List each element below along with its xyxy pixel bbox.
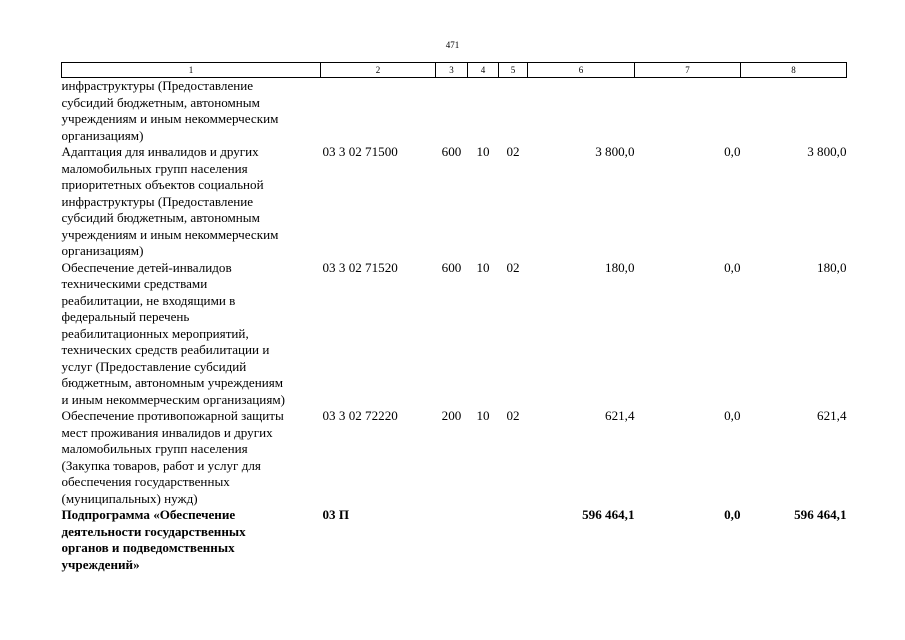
row-name-line: Адаптация для инвалидов и других bbox=[61, 144, 259, 159]
table-body bbox=[62, 78, 847, 574]
row-rz bbox=[468, 507, 499, 573]
table-row bbox=[62, 408, 847, 507]
row-name-line: органов и подведомственных bbox=[61, 540, 235, 555]
row-name bbox=[62, 507, 321, 573]
column-header-6: 6 bbox=[528, 63, 635, 78]
row-name-line: бюджетным, автономным учреждениям bbox=[61, 375, 284, 390]
row-pr: 02 bbox=[506, 259, 520, 275]
column-header-8: 8 bbox=[741, 63, 847, 78]
row-name-line: учреждениям и иным некоммерческим bbox=[61, 226, 279, 242]
table-row bbox=[62, 78, 847, 145]
table-row bbox=[62, 507, 847, 573]
row-name-line: субсидий бюджетным, автономным bbox=[61, 210, 260, 225]
page-number: 471 bbox=[445, 40, 460, 50]
row-pr: 02 bbox=[506, 408, 520, 423]
row-name-line: (Закупка товаров, работ и услуг для bbox=[61, 457, 261, 473]
row-name-line: Обеспечение противопожарной защиты bbox=[61, 408, 284, 423]
row-name-line: учреждениям и иным некоммерческим bbox=[61, 111, 279, 126]
row-name-line: обеспечения государственных bbox=[61, 474, 230, 489]
row-name-line: реабилитации, не входящими в bbox=[61, 292, 236, 308]
row-code bbox=[321, 78, 436, 145]
column-header-4: 4 bbox=[468, 63, 499, 78]
row-value-7: 0,0 bbox=[724, 408, 741, 423]
row-name-line: приоритетных объектов социальной bbox=[61, 177, 264, 192]
row-pr bbox=[499, 507, 528, 573]
row-vr: 600 bbox=[441, 144, 462, 159]
row-rz: 10 bbox=[476, 144, 490, 159]
header-row bbox=[62, 63, 847, 78]
row-name-line: Подпрограмма «Обеспечение bbox=[61, 507, 236, 522]
row-name-line: субсидий бюджетным, автономным bbox=[61, 94, 260, 110]
row-name-line: реабилитационных мероприятий, bbox=[61, 325, 249, 341]
table-header bbox=[62, 63, 847, 78]
row-name-line: инфраструктуры (Предоставление bbox=[61, 78, 254, 93]
row-name-line: маломобильных групп населения bbox=[61, 160, 248, 176]
row-vr bbox=[436, 78, 468, 145]
row-value-6: 3 800,0 bbox=[595, 144, 635, 159]
row-name bbox=[62, 408, 321, 507]
row-name-line: деятельности государственных bbox=[61, 523, 246, 539]
row-value-6: 180,0 bbox=[605, 259, 635, 275]
row-vr: 600 bbox=[441, 259, 462, 275]
row-value-8: 596 464,1 bbox=[794, 507, 847, 522]
row-value-7: 0,0 bbox=[724, 259, 741, 275]
row-name-line: мест проживания инвалидов и других bbox=[61, 424, 273, 440]
row-name bbox=[62, 144, 321, 260]
column-header-5: 5 bbox=[499, 63, 528, 78]
row-name bbox=[62, 260, 321, 409]
row-name-line: технических средств реабилитации и bbox=[61, 342, 270, 357]
row-vr: 200 bbox=[441, 408, 462, 423]
row-name-line: организациям) bbox=[61, 127, 144, 143]
column-header-7: 7 bbox=[635, 63, 741, 78]
row-name-line: инфраструктуры (Предоставление bbox=[61, 193, 254, 209]
row-rz bbox=[468, 78, 499, 145]
row-name-line: учреждений» bbox=[61, 556, 140, 572]
table-row bbox=[62, 144, 847, 260]
row-value-8: 3 800,0 bbox=[807, 144, 847, 159]
row-code: 03 3 02 71500 bbox=[322, 144, 398, 159]
row-name-line: маломобильных групп населения bbox=[61, 441, 248, 456]
row-value-7: 0,0 bbox=[724, 144, 741, 159]
row-value-8: 621,4 bbox=[817, 408, 847, 423]
column-header-1: 1 bbox=[62, 63, 321, 78]
row-name-line: и иным некоммерческим организациям) bbox=[61, 391, 285, 407]
budget-table bbox=[61, 62, 847, 573]
row-value-8 bbox=[741, 78, 847, 145]
row-name-line: Обеспечение детей-инвалидов bbox=[61, 259, 232, 275]
row-name-line: федеральный перечень bbox=[61, 309, 190, 324]
row-name-line: организациям) bbox=[61, 243, 144, 258]
row-vr bbox=[436, 507, 468, 573]
row-value-6: 621,4 bbox=[605, 408, 635, 423]
row-code: 03 3 02 71520 bbox=[322, 259, 398, 275]
row-name-line: техническими средствами bbox=[61, 276, 208, 291]
row-pr bbox=[499, 78, 528, 145]
row-code: 03 П bbox=[322, 507, 350, 522]
row-pr: 02 bbox=[506, 144, 520, 159]
row-value-6 bbox=[528, 78, 635, 145]
row-name bbox=[62, 78, 321, 145]
row-rz: 10 bbox=[476, 408, 490, 423]
row-value-8: 180,0 bbox=[817, 259, 847, 275]
row-code: 03 3 02 72220 bbox=[322, 408, 398, 423]
row-name-line: услуг (Предоставление субсидий bbox=[61, 358, 247, 374]
table-row bbox=[62, 260, 847, 409]
row-rz: 10 bbox=[476, 259, 490, 275]
column-header-3: 3 bbox=[436, 63, 468, 78]
row-value-6: 596 464,1 bbox=[582, 507, 635, 522]
row-value-7: 0,0 bbox=[724, 507, 741, 522]
column-header-2: 2 bbox=[321, 63, 436, 78]
row-name-line: (муниципальных) нужд) bbox=[61, 490, 198, 506]
row-value-7 bbox=[635, 78, 741, 145]
